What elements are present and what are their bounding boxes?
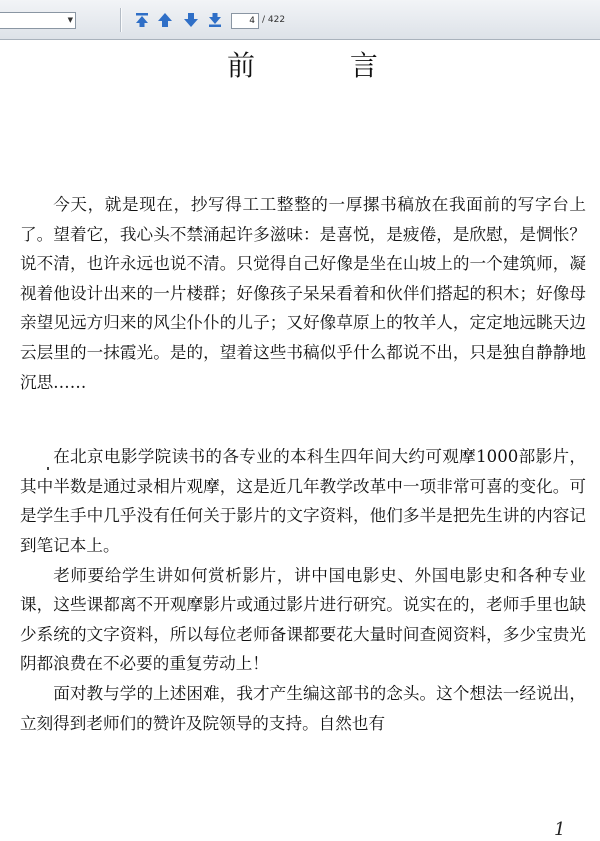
paragraph: 老师要给学生讲如何赏析影片，讲中国电影史、外国电影史和各种专业课，这些课都离不开观摩影片或通过影片进行研究。说实在的，老师手里也缺少系统的文字资料，所以每位老师备课都要花大量时间查阅资料，多少宝贵光阴都浪费在不必要的重复劳动上！ <box>20 565 586 674</box>
zoom-select[interactable] <box>0 12 76 29</box>
page-number: 1 <box>554 819 566 840</box>
paragraph-gap <box>20 397 586 442</box>
page-number-input[interactable]: 4 <box>231 13 259 29</box>
arrow-down-icon <box>183 12 199 28</box>
scan-speck <box>47 467 49 470</box>
pdf-toolbar <box>0 0 600 40</box>
title-char-1: 前 <box>227 49 256 82</box>
first-page-button[interactable] <box>134 12 150 28</box>
last-page-button[interactable] <box>207 12 223 28</box>
title-char-2: 言 <box>349 49 378 82</box>
paragraph: 今天，就是现在，抄写得工工整整的一厚摞书稿放在我面前的写字台上了。望着它，我心头不禁涌起许多滋味：是喜悦，是疲倦，是欣慰，是惆怅？说不清，也许永远也说不清。只觉得自己好像是坐在山坡上的一个建筑师，凝视着他设计出来的一片楼群；好像孩子呆呆看着和伙伴们搭起的积木；好像母亲望见远方归来的风尘仆仆的儿子；又好像草原上的牧羊人，定定地远眺天边云层里的一抹霞光。是的，望着这些书稿似乎什么都说不出，只是独自静静地沉思…… <box>20 195 586 392</box>
previous-page-button[interactable] <box>157 12 173 28</box>
paragraph: 在北京电影学院读书的各专业的本科生四年间大约可观摩1000部影片，其中半数是通过录相片观摩，这是近几年教学改革中一项非常可喜的变化。可是学生手中几乎没有任何关于影片的文字资料，他们多半是把先生讲的内容记到笔记本上。 <box>20 447 586 555</box>
first-page-icon <box>134 12 150 28</box>
next-page-button[interactable] <box>183 12 199 28</box>
page-title <box>227 44 378 84</box>
arrow-up-icon <box>157 12 173 28</box>
page-total-label: / 422 <box>262 15 286 25</box>
document-page <box>0 40 600 841</box>
document-body <box>20 190 586 738</box>
paragraph: 面对教与学的上述困难，我才产生编这部书的念头。这个想法一经说出，立刻得到老师们的赞许及院领导的支持。自然也有 <box>20 683 586 733</box>
last-page-icon <box>207 12 223 28</box>
toolbar-separator <box>120 8 122 32</box>
chevron-down-icon: ▼ <box>67 16 73 24</box>
